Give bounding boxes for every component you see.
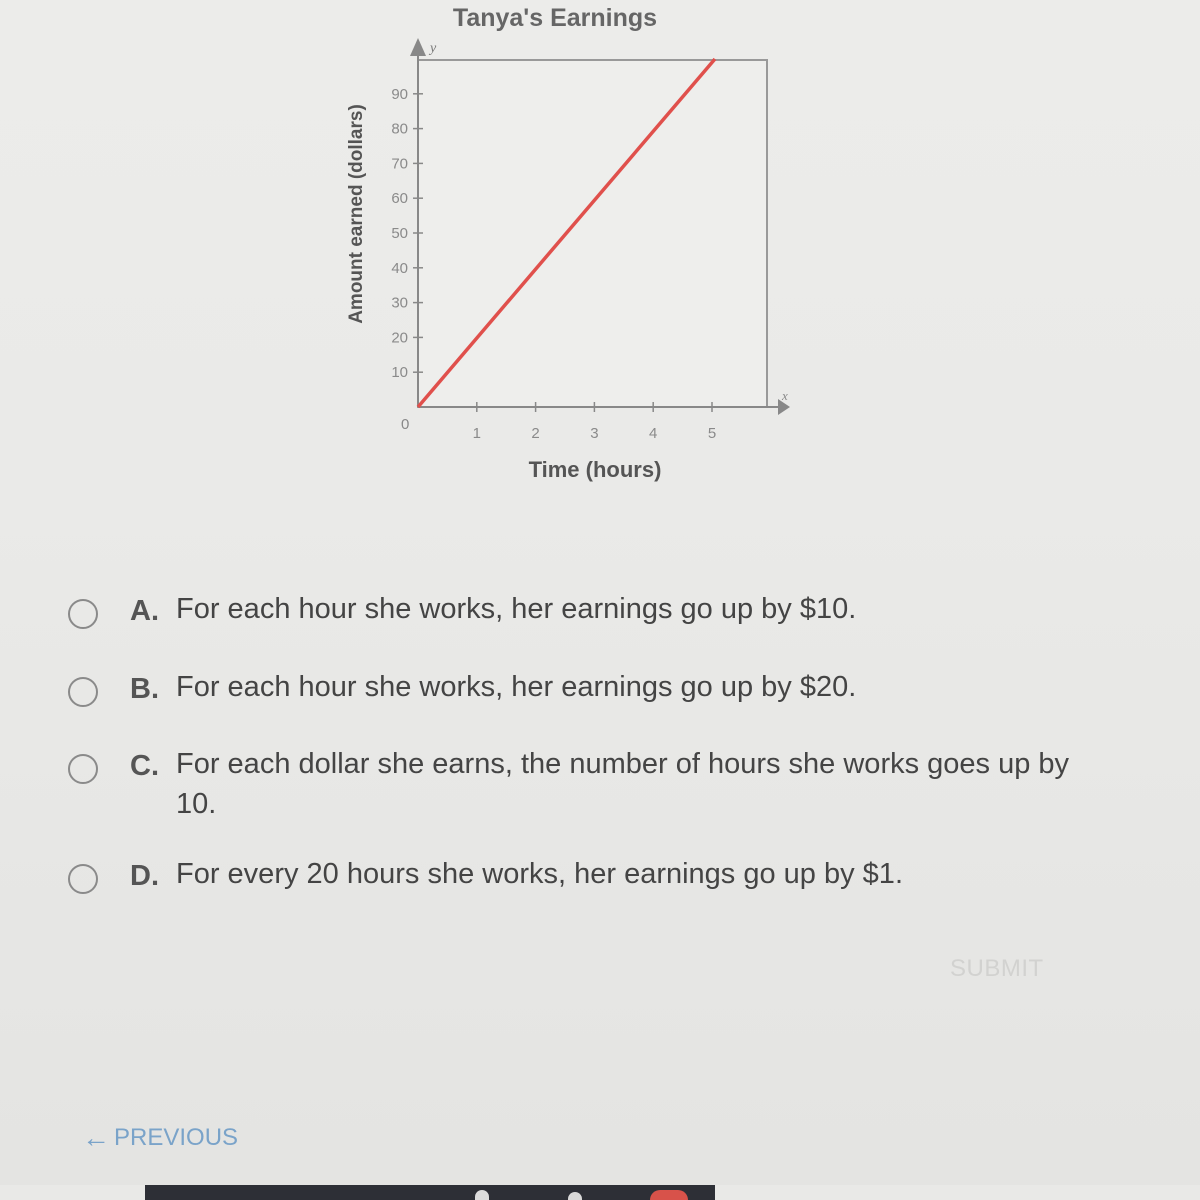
option-letter: B.	[130, 673, 159, 705]
radio-button-icon[interactable]	[68, 677, 98, 707]
x-tick-label: 4	[649, 425, 658, 442]
origin-label: 0	[401, 416, 410, 433]
answer-options	[68, 585, 1148, 920]
x-tick-label: 1	[472, 425, 481, 442]
taskbar	[145, 1185, 715, 1200]
radio-button-icon[interactable]	[68, 754, 98, 784]
taskbar-app-icon[interactable]	[650, 1190, 688, 1200]
y-tick-label: 70	[391, 155, 408, 173]
option-text: For every 20 hours she works, her earnings go up by $1.	[176, 858, 903, 890]
y-tick-label: 50	[391, 225, 408, 242]
radio-button-icon[interactable]	[68, 864, 98, 894]
y-axis-arrow-icon	[410, 38, 426, 56]
option-b[interactable]	[68, 663, 1148, 740]
option-d[interactable]	[68, 850, 1148, 920]
taskbar-app-icon[interactable]	[568, 1192, 582, 1200]
x-axis-symbol: x	[782, 388, 788, 403]
option-text: For each hour she works, her earnings go up by $20.	[176, 671, 857, 703]
previous-label: PREVIOUS	[114, 1124, 239, 1151]
y-tick-label: 80	[391, 120, 408, 138]
previous-button[interactable]	[82, 1122, 238, 1154]
y-tick-label: 40	[391, 259, 408, 277]
plot-area	[418, 60, 767, 407]
y-tick-label: 30	[391, 294, 408, 312]
x-tick-label: 5	[707, 425, 717, 442]
option-letter: D.	[130, 860, 159, 892]
x-axis-label: Time (hours)	[528, 457, 662, 482]
option-text: For each dollar she earns, the number of hours she works goes up by 10.	[176, 748, 1070, 820]
left-arrow-icon: ←	[82, 1122, 110, 1153]
chart-svg	[300, 0, 820, 500]
y-tick-label: 90	[391, 85, 408, 103]
y-axis-symbol: y	[430, 41, 437, 56]
y-tick-label: 10	[391, 364, 408, 382]
x-tick-label: 3	[590, 425, 599, 442]
option-text: For each hour she works, her earnings go up by $10.	[176, 593, 857, 625]
taskbar-app-icon[interactable]	[475, 1190, 489, 1200]
y-axis-label: Amount earned (dollars)	[346, 104, 367, 324]
option-letter: A.	[130, 595, 159, 627]
option-letter: C.	[130, 750, 159, 782]
y-tick-label: 60	[391, 190, 408, 208]
earnings-chart	[300, 0, 820, 500]
x-tick-label: 2	[531, 425, 540, 442]
submit-button[interactable]: SUBMIT	[950, 955, 1044, 982]
chart-title: Tanya's Earnings	[452, 4, 658, 32]
option-a[interactable]	[68, 585, 1148, 663]
option-c[interactable]	[68, 740, 1148, 850]
radio-button-icon[interactable]	[68, 599, 98, 629]
y-tick-label: 20	[391, 329, 408, 347]
